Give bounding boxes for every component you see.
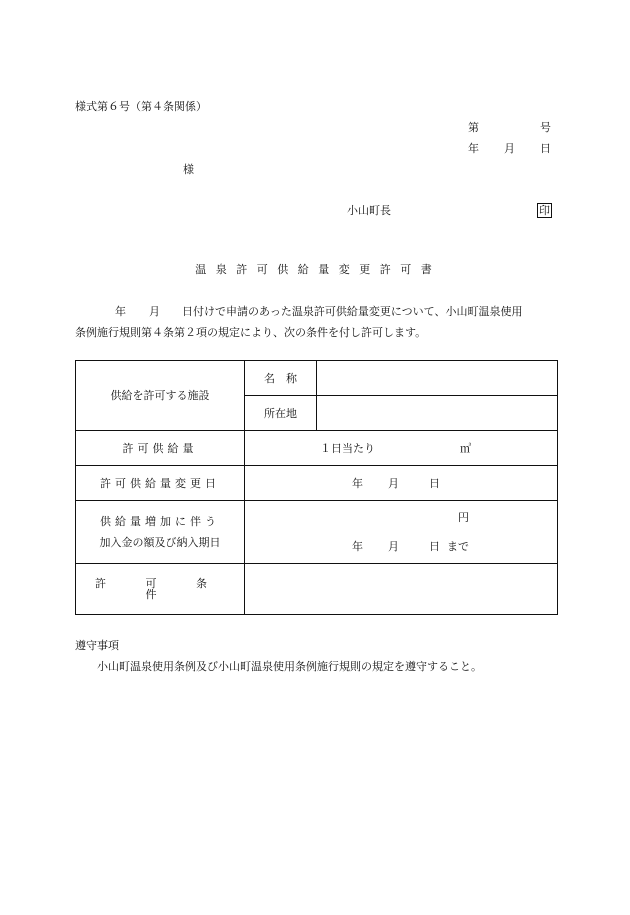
body-month: 月 xyxy=(149,305,160,318)
supply-label-cell xyxy=(76,431,245,466)
due-month: 月 xyxy=(388,540,399,553)
number-prefix: 第 xyxy=(468,121,479,134)
change-year: 年 xyxy=(352,477,363,490)
change-month: 月 xyxy=(388,477,399,490)
conditions-label: 許 可 条 件 xyxy=(95,577,225,601)
date-year: 年 xyxy=(468,142,479,155)
issuer-name: 小山町長 xyxy=(347,204,391,217)
per-day-label: １日当たり xyxy=(320,442,375,455)
location-label: 所在地 xyxy=(264,406,297,420)
document-title: 温 泉 許 可 供 給 量 変 更 許 可 書 xyxy=(195,263,435,276)
due-year: 年 xyxy=(352,540,363,553)
conditions-label-cell xyxy=(76,564,245,615)
conditions-value-cell[interactable] xyxy=(245,564,558,615)
notes-heading: 遵守事項 xyxy=(75,639,119,652)
date-day: 日 xyxy=(540,142,551,155)
name-label-cell xyxy=(245,361,317,396)
facility-label-cell xyxy=(76,361,245,431)
permit-table xyxy=(75,360,558,615)
form-label: 様式第６号（第４条関係） xyxy=(75,100,207,113)
change-date-value-cell[interactable] xyxy=(245,466,558,501)
body-line1: 日付けで申請のあった温泉許可供給量変更について、小山町温泉使用 xyxy=(182,305,523,318)
name-label: 名 称 xyxy=(264,371,297,385)
date-month: 月 xyxy=(504,142,515,155)
addressee-suffix: 様 xyxy=(183,163,194,176)
seal-mark: 印 xyxy=(539,204,550,217)
yen-unit: 円 xyxy=(458,511,469,524)
increase-label-cell xyxy=(76,501,245,564)
change-date-label-cell xyxy=(76,466,245,501)
change-date-label: 許可供給量変更日 xyxy=(100,476,220,490)
supply-label: 許可供給量 xyxy=(122,441,198,455)
increase-label-line1: 供給量増加に伴う xyxy=(100,515,220,528)
facility-label: 供給を許可する施設 xyxy=(110,389,210,402)
location-label-cell xyxy=(245,396,317,431)
increase-label-line2: 加入金の額及び納入期日 xyxy=(99,536,221,549)
supply-value-cell[interactable] xyxy=(245,431,558,466)
name-value-cell[interactable] xyxy=(317,361,558,396)
supply-unit: ㎥ xyxy=(460,442,471,455)
increase-value-cell[interactable] xyxy=(245,501,558,564)
body-line2: 条例施行規則第４条第２項の規定により、次の条件を付し許可します。 xyxy=(75,326,427,339)
notes-text: 小山町温泉使用条例及び小山町温泉使用条例施行規則の規定を遵守すること。 xyxy=(97,660,482,673)
due-day: 日 xyxy=(429,540,440,553)
due-until: まで xyxy=(447,540,469,553)
number-suffix: 号 xyxy=(540,121,551,134)
body-year: 年 xyxy=(115,305,126,318)
change-day: 日 xyxy=(429,477,440,490)
location-value-cell[interactable] xyxy=(317,396,558,431)
